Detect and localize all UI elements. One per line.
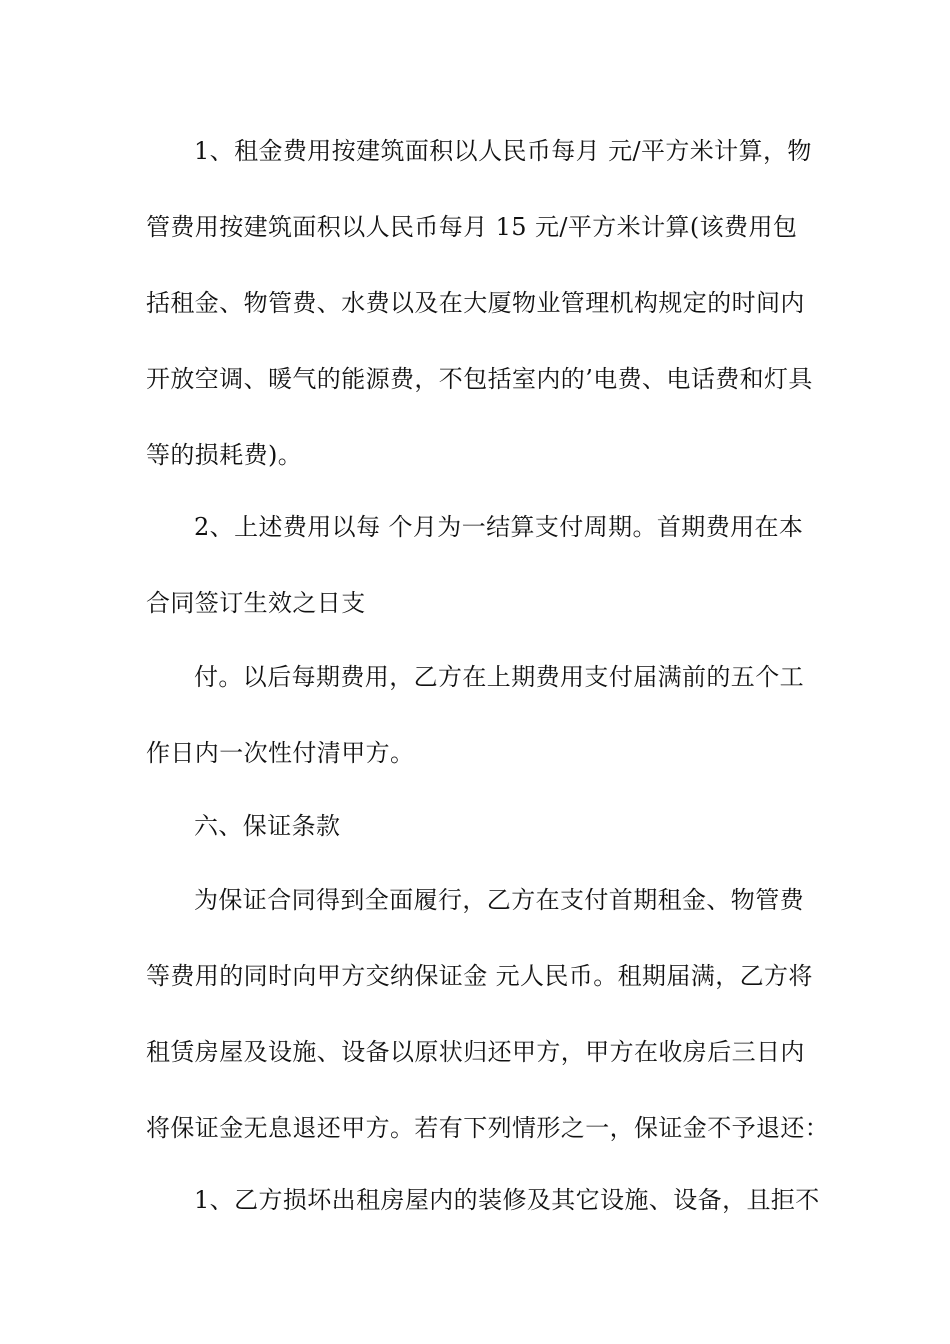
paragraph-line: 将保证金无息退还甲方。若有下列情形之一，保证金不予退还： — [146, 1114, 830, 1142]
paragraph-line: 租赁房屋及设施、设备以原状归还甲方，甲方在收房后三日内 — [146, 1038, 805, 1066]
paragraph-line: 1、乙方损坏出租房屋内的装修及其它设施、设备，且拒不 — [194, 1186, 820, 1214]
paragraph-line: 为保证合同得到全面履行，乙方在支付首期租金、物管费 — [194, 886, 804, 914]
paragraph-line: 合同签订生效之日支 — [146, 589, 366, 617]
paragraph-line: 开放空调、暖气的能源费，不包括室内的’电费、电话费和灯具 — [146, 365, 813, 393]
paragraph-line: 括租金、物管费、水费以及在大厦物业管理机构规定的时间内 — [146, 289, 805, 317]
paragraph-line: 作日内一次性付清甲方。 — [146, 739, 415, 767]
paragraph-line: 等的损耗费)。 — [146, 441, 303, 469]
paragraph-line: 等费用的同时向甲方交纳保证金 元人民币。租期届满，乙方将 — [146, 962, 813, 990]
section-heading: 六、保证条款 — [194, 812, 341, 840]
paragraph-line: 1、租金费用按建筑面积以人民币每月 元/平方米计算，物 — [194, 137, 812, 165]
paragraph-line: 付。以后每期费用，乙方在上期费用支付届满前的五个工 — [194, 663, 804, 691]
paragraph-line: 管费用按建筑面积以人民币每月 15 元/平方米计算(该费用包 — [146, 213, 798, 241]
paragraph-line: 2、上述费用以每 个月为一结算支付周期。首期费用在本 — [194, 513, 804, 541]
